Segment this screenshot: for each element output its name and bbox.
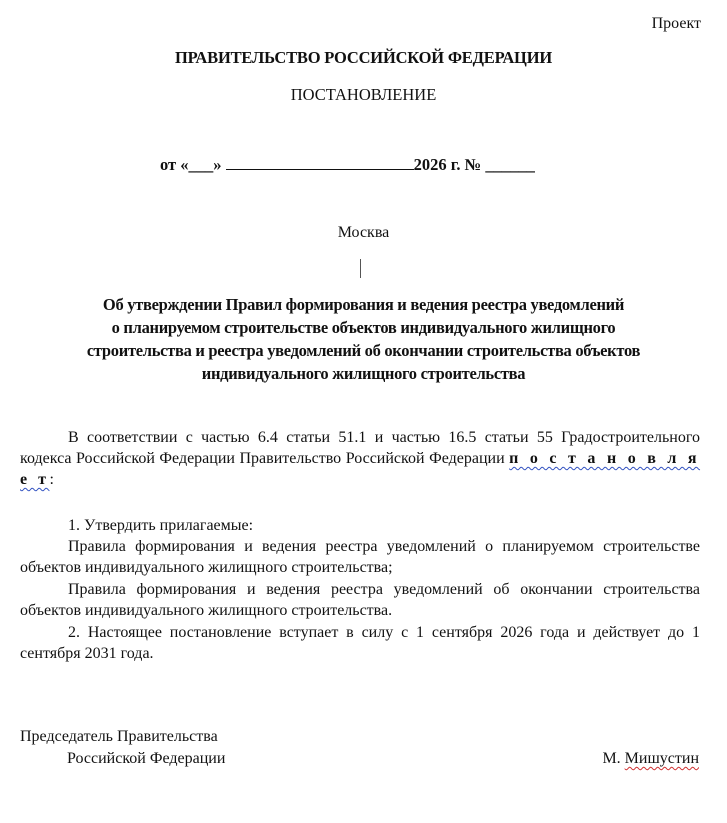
government-heading: ПРАВИТЕЛЬСТВО РОССИЙСКОЙ ФЕДЕРАЦИИ [175,48,552,67]
signatory-name [602,750,699,768]
item-1-heading: 1. Утвердить прилагаемые: [68,517,254,534]
dateline-prefix: от « [160,155,189,174]
month-blank [226,155,414,170]
colon: : [49,471,54,488]
dateline [160,155,535,175]
project-label: Проект [651,15,701,32]
item-1-rule-1: Правила формирования и ведения реестра уведомлений о планируемом строительстве объектов индивидуального жилищного строительства; [20,538,700,576]
document-title [20,293,707,385]
title-line: строительства и реестра уведомлений об окончании строительства объектов [86,341,641,360]
document-type: ПОСТАНОВЛЕНИЕ [290,85,437,104]
title-line: о планируемом строительстве объектов индивидуального жилищного [111,318,616,337]
city: Москва [337,224,390,241]
signatory-position-line-1: Председатель Правительства [20,728,218,745]
item-2: 2. Настоящее постановление вступает в силу с 1 сентября 2026 года и действует до 1 сентября 2031 года. [20,624,700,662]
item-1-rule-2: Правила формирования и ведения реестра уведомлений об окончании строительства объектов индивидуального жилищного строительства. [20,581,700,619]
signatory-position-line-2: Российской Федерации [67,750,226,767]
signatory-surname: Мишустин [624,750,699,767]
title-line: индивидуального жилищного строительства [201,364,526,383]
signatory-initial: М. [602,750,621,767]
text-cursor [360,259,361,278]
day-blank: ___ [188,155,214,174]
decree-word: п о с т а н о в л я е т [20,450,701,488]
dateline-close-quote: » [213,155,222,174]
number-blank: ______ [485,155,535,174]
preamble-text: В соответствии с частью 6.4 статьи 51.1 и частью 16.5 статьи 55 Градостроительного кодекса Российской Федерации Правительство Российской Федерации [20,429,700,467]
dateline-year: 2026 г. № [413,155,482,174]
preamble-paragraph [20,427,700,490]
title-line: Об утверждении Правил формирования и ведения реестра уведомлений [102,295,625,314]
